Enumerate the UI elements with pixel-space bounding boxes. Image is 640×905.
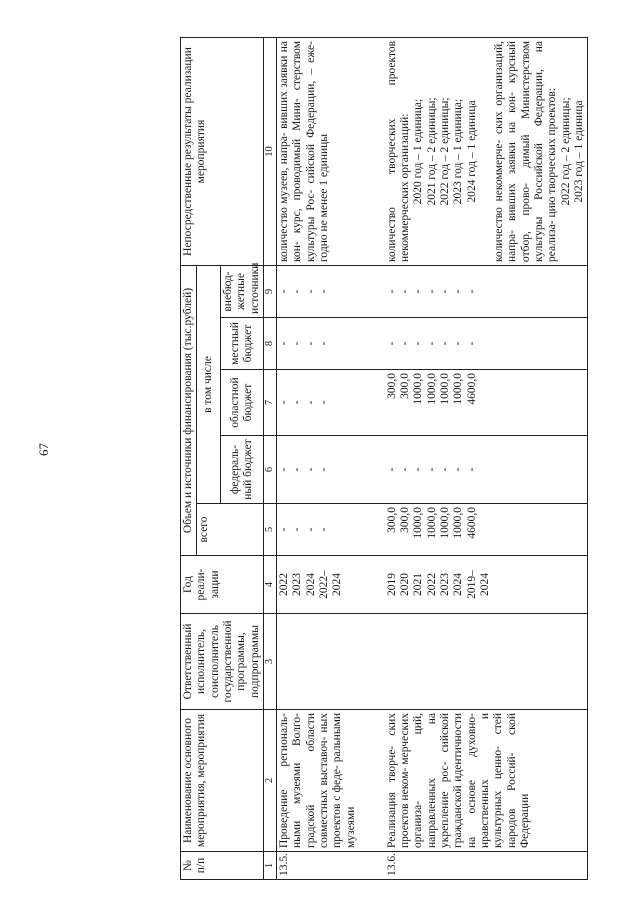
row-federal: - - - - <box>277 436 385 504</box>
row-result <box>385 38 588 266</box>
header-federal: федераль- ный бюджет <box>220 436 263 504</box>
index-cell: 2 <box>263 710 276 852</box>
index-cell: 5 <box>263 504 276 556</box>
header-num: № п/п <box>181 852 264 880</box>
index-cell: 6 <box>263 436 276 504</box>
header-regional: областной бюджет <box>220 370 263 436</box>
row-local: - - - - - - - <box>385 318 588 370</box>
result-items: 2020 год – 1 единица; 2021 год – 2 единицы; 2022 год – 2 единицы; 2023 год – 1 единица; 2024 год – 1 единица <box>412 97 478 206</box>
result2-items: 2022 год – 2 единицы; 2023 год – 1 единица <box>559 97 585 206</box>
table-row <box>277 38 385 880</box>
program-table <box>180 37 588 880</box>
index-cell: 7 <box>263 370 276 436</box>
row-federal: - - - - - - - <box>385 436 588 504</box>
page-number: 67 <box>36 443 51 456</box>
row-years: 2019 2020 2021 2022 2023 2024 2019–2024 <box>385 556 588 614</box>
header-result: Непосредственные результаты реализации мероприятия <box>181 38 264 266</box>
result2-intro: количество некоммерче- ских организаций, напра- вивших заявки на кон- курсный отбор, прово- димый Министерством культуры Российской Федерации, на реализа- цию творческих проектов: <box>492 41 559 262</box>
row-name: Реализация творче- ских проектов неком- мерческих организа- ций, направленных на укрепление рос- сийской гражданской идентичности на основе духовно-нравственных и культурных ценно- стей народов Россий- ской Федерации <box>385 710 588 852</box>
row-total: 300,0 300,0 1000,0 1000,0 1000,0 1000,0 4600,0 <box>385 504 588 556</box>
rotated-table-container <box>180 38 620 880</box>
row-responsible <box>277 614 385 710</box>
header-total: всего <box>197 504 264 556</box>
row-num: 13.6. <box>385 852 588 880</box>
header-local: местный бюджет <box>220 318 263 370</box>
row-extra: - - - - - - - <box>385 266 588 318</box>
index-cell: 3 <box>263 614 276 710</box>
row-result: количество музеев, напра- вивших заявки на кон- курс, проводимый Мини- стерством культуры Рос- сийской Федерации, – еже- годно не менее 1 единицы <box>277 38 385 266</box>
header-finance: Объем и источники финансирования (тыс.рублей) <box>181 266 197 556</box>
header-responsible: Ответственный исполнитель, соисполнитель государственной программы, подпрограммы <box>181 614 264 710</box>
result-intro: количество творческих проектов некоммерческих организаций: <box>385 41 411 262</box>
row-num: 13.5. <box>277 852 385 880</box>
row-local: - - - - <box>277 318 385 370</box>
header-incl: в том числе <box>197 266 221 504</box>
index-cell: 9 <box>263 266 276 318</box>
row-responsible <box>385 614 588 710</box>
index-cell: 4 <box>263 556 276 614</box>
header-extra: внебюд- жетные источники <box>220 266 263 318</box>
table-row <box>385 38 588 880</box>
index-cell: 8 <box>263 318 276 370</box>
header-year: Год реали- зации <box>181 556 264 614</box>
row-extra: - - - - <box>277 266 385 318</box>
row-regional: - - - - <box>277 370 385 436</box>
row-years: 2022 2023 2024 2022–2024 <box>277 556 385 614</box>
row-total: - - - - <box>277 504 385 556</box>
row-regional: 300,0 300,0 1000,0 1000,0 1000,0 1000,0 4600,0 <box>385 370 588 436</box>
row-name: Проведение региональ- ными музеями Волго- градской области совместных выставоч- ных проектов с феде- ральными музеями <box>277 710 385 852</box>
index-cell: 10 <box>263 38 276 266</box>
index-cell: 1 <box>263 852 276 880</box>
header-name: Наименование основного мероприятия, мероприятия <box>181 710 264 852</box>
